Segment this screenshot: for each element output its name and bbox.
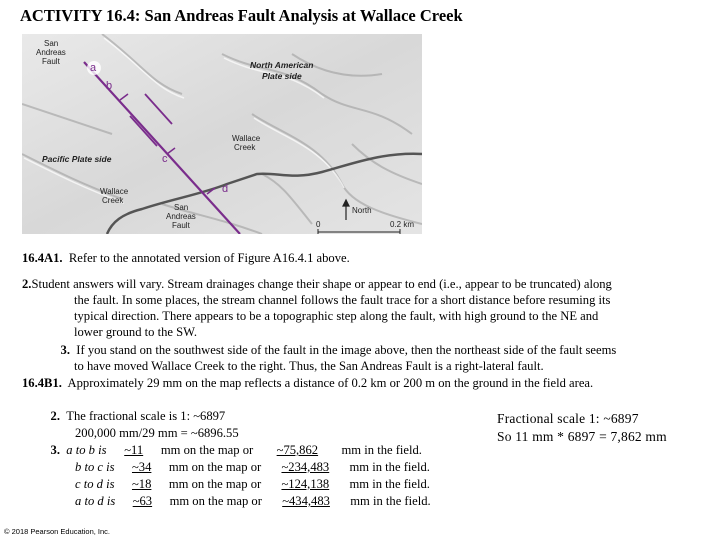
answer-b2-label: 2. — [50, 409, 60, 423]
pair-bc: b to c is — [75, 460, 115, 474]
end-text-3: mm in the field. — [349, 477, 430, 491]
answer-b1-text: Approximately 29 mm on the map reflects a distance of 0.2 km or 200 m on the ground in the field area. — [67, 376, 594, 390]
distance-row — [40, 459, 431, 476]
label-saf-bottom-2: Andreas — [166, 212, 196, 221]
label-north-american-2: Plate side — [262, 71, 302, 81]
label-saf-bottom-3: Fault — [172, 221, 190, 230]
note-line-2: So 11 mm * 6897 = 7,862 mm — [497, 429, 667, 444]
end-text-4: mm in the field. — [350, 494, 431, 508]
answer-a2 — [22, 276, 712, 340]
page-title: ACTIVITY 16.4: San Andreas Fault Analysis at Wallace Creek — [20, 6, 463, 25]
answer-b1 — [22, 375, 593, 391]
label-wallace-lower-1: Wallace — [100, 187, 129, 196]
answer-a1-label: 16.4A1. — [22, 251, 63, 265]
label-north-american-1: North American — [250, 60, 314, 70]
distance-row — [40, 493, 431, 510]
mid-text-3: mm on the map or — [168, 477, 262, 491]
label-wallace-creek-1: Wallace — [232, 134, 261, 143]
answer-a2-line-1: Student answers will vary. Stream drainages change their shape or appear to end (i.e., appear to be truncated) along — [31, 277, 612, 291]
map-distance-ad: ~63 — [132, 494, 153, 508]
end-text-2: mm in the field. — [349, 460, 430, 474]
label-wallace-lower-2: Creek — [102, 196, 124, 205]
mid-text-1: mm on the map or — [160, 443, 254, 457]
answer-a2-line-3: typical direction. There appears to be a topographic step along the fault, with high ground to the NE and — [74, 309, 599, 323]
label-scale-end: 0.2 km — [390, 220, 415, 229]
answer-b3-label: 3. — [50, 443, 60, 457]
end-text-1: mm in the field. — [341, 443, 422, 457]
answer-a3-line-2: to have moved Wallace Creek to the right. Thus, the San Andreas Fault is a right-lateral fault. — [74, 359, 544, 373]
map-distance-ab: ~11 — [124, 443, 144, 457]
answer-a1-text: Refer to the annotated version of Figure A16.4.1 above. — [68, 251, 350, 265]
mid-text-4: mm on the map or — [169, 494, 262, 508]
point-b: b — [106, 80, 113, 92]
label-saf-bottom-1: San — [174, 203, 189, 212]
wallace-creek-map — [22, 34, 422, 234]
fractional-scale-note — [497, 410, 667, 446]
pair-ab: a to b is — [66, 443, 107, 457]
copyright: © 2018 Pearson Education, Inc. — [4, 527, 111, 536]
pair-cd: c to d is — [75, 477, 115, 491]
answer-b2-line-1: The fractional scale is 1: ~6897 — [66, 409, 226, 423]
label-pacific-plate: Pacific Plate side — [42, 154, 112, 164]
answer-a3-line-1: If you stand on the southwest side of the fault in the image above, then the northeast side of the fault seems — [76, 343, 617, 357]
pair-ad: a to d is — [75, 494, 116, 508]
answer-b3 — [40, 442, 431, 510]
answer-b2-line-2: 200,000 mm/29 mm = ~6896.55 — [75, 426, 239, 440]
label-saf-top-3: Fault — [42, 57, 60, 66]
map-distance-cd: ~18 — [131, 477, 152, 491]
label-scale-zero: 0 — [316, 220, 321, 229]
label-north: North — [352, 206, 372, 215]
label-wallace-creek-2: Creek — [234, 143, 256, 152]
field-distance-ab: ~75,862 — [276, 443, 319, 457]
answer-b1-label: 16.4B1. — [22, 376, 62, 390]
label-saf-top-2: Andreas — [36, 48, 66, 57]
label-saf-top-1: San — [44, 39, 59, 48]
note-line-1: Fractional scale 1: ~6897 — [497, 411, 639, 426]
point-c: c — [162, 153, 168, 165]
point-d: d — [222, 183, 229, 195]
map-distance-bc: ~34 — [131, 460, 152, 474]
answer-a2-line-4: lower ground to the SW. — [74, 325, 198, 339]
field-distance-cd: ~124,138 — [281, 477, 330, 491]
answer-a3 — [22, 342, 712, 374]
answer-a1 — [22, 250, 350, 266]
mid-text-2: mm on the map or — [168, 460, 262, 474]
field-distance-ad: ~434,483 — [282, 494, 330, 508]
answer-b2 — [40, 408, 239, 442]
answer-a2-label: 2. — [22, 277, 32, 291]
field-distance-bc: ~234,483 — [281, 460, 330, 474]
distance-row — [40, 442, 431, 459]
answer-a2-line-2: the fault. In some places, the stream channel follows the fault trace for a short distance before resuming its — [74, 293, 611, 307]
answer-a3-label: 3. — [60, 343, 70, 357]
distance-row — [40, 476, 431, 493]
point-a: a — [90, 62, 97, 74]
